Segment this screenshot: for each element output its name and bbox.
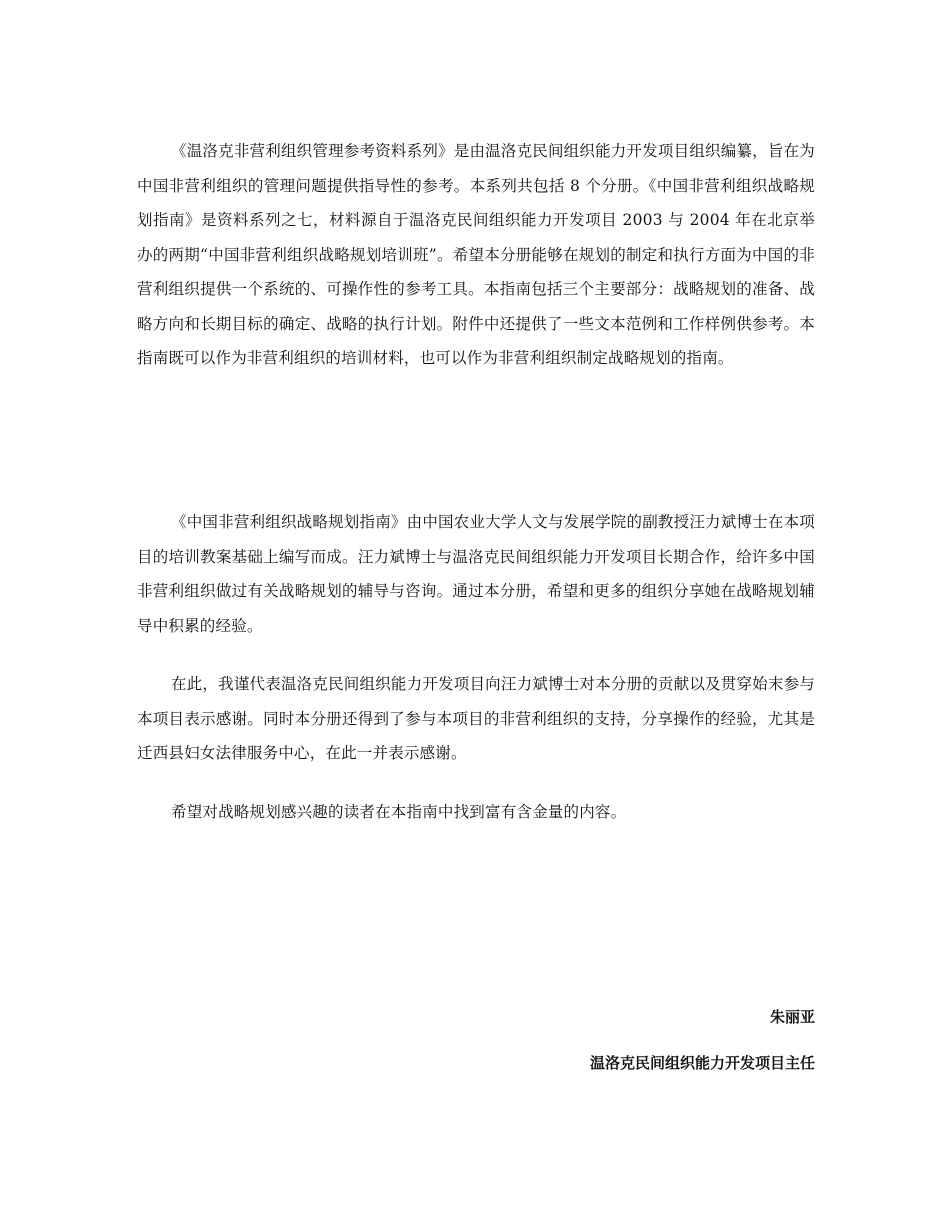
paragraph-author-intro: 《中国非营利组织战略规划指南》由中国农业大学人文与发展学院的副教授汪力斌博士在本项目的培训教案基础上编写而成。汪力斌博士与温洛克民间组织能力开发项目长期合作，给许多中国非营利组织做过有关战略规划的辅导与咨询。通过本分册，希望和更多的组织分享她在战略规划辅导中积累的经验。 xyxy=(137,513,815,635)
paragraph-closing-wish: 希望对战略规划感兴趣的读者在本指南中找到富有含金量的内容。 xyxy=(171,802,627,821)
signature-title: 温洛克民间组织能力开发项目主任 xyxy=(589,1054,815,1072)
paragraph-acknowledgement: 在此，我谨代表温洛克民间组织能力开发项目向汪力斌博士对本分册的贡献以及贯穿始末参与本项目表示感谢。同时本分册还得到了参与本项目的非营利组织的支持，分享操作的经验，尤其是迁西县妇女法律服务中心，在此一并表示感谢。 xyxy=(137,675,815,762)
document-body xyxy=(137,134,815,829)
paragraph-series-intro: 《温洛克非营利组织管理参考资料系列》是由温洛克民间组织能力开发项目组织编纂，旨在为中国非营利组织的管理问题提供指导性的参考。本系列共包括 8 个分册。《中国非营利组织战略规划指南》是资料系列之七，材料源自于温洛克民间组织能力开发项目 2003 与 2004 年在北京举办的两期“中国非营利组织战略规划培训班”。希望本分册能够在规划的制定和执行方面为中国的非营利组织提供一个系统的、可操作性的参考工具。本指南包括三个主要部分：战略规划的准备、战略方向和长期目标的确定、战略的执行计划。附件中还提供了一些文本范例和工作样例供参考。本指南既可以作为非营利组织的培训材料，也可以作为非营利组织制定战略规划的指南。 xyxy=(137,142,816,367)
signature-name: 朱丽亚 xyxy=(769,1008,815,1026)
